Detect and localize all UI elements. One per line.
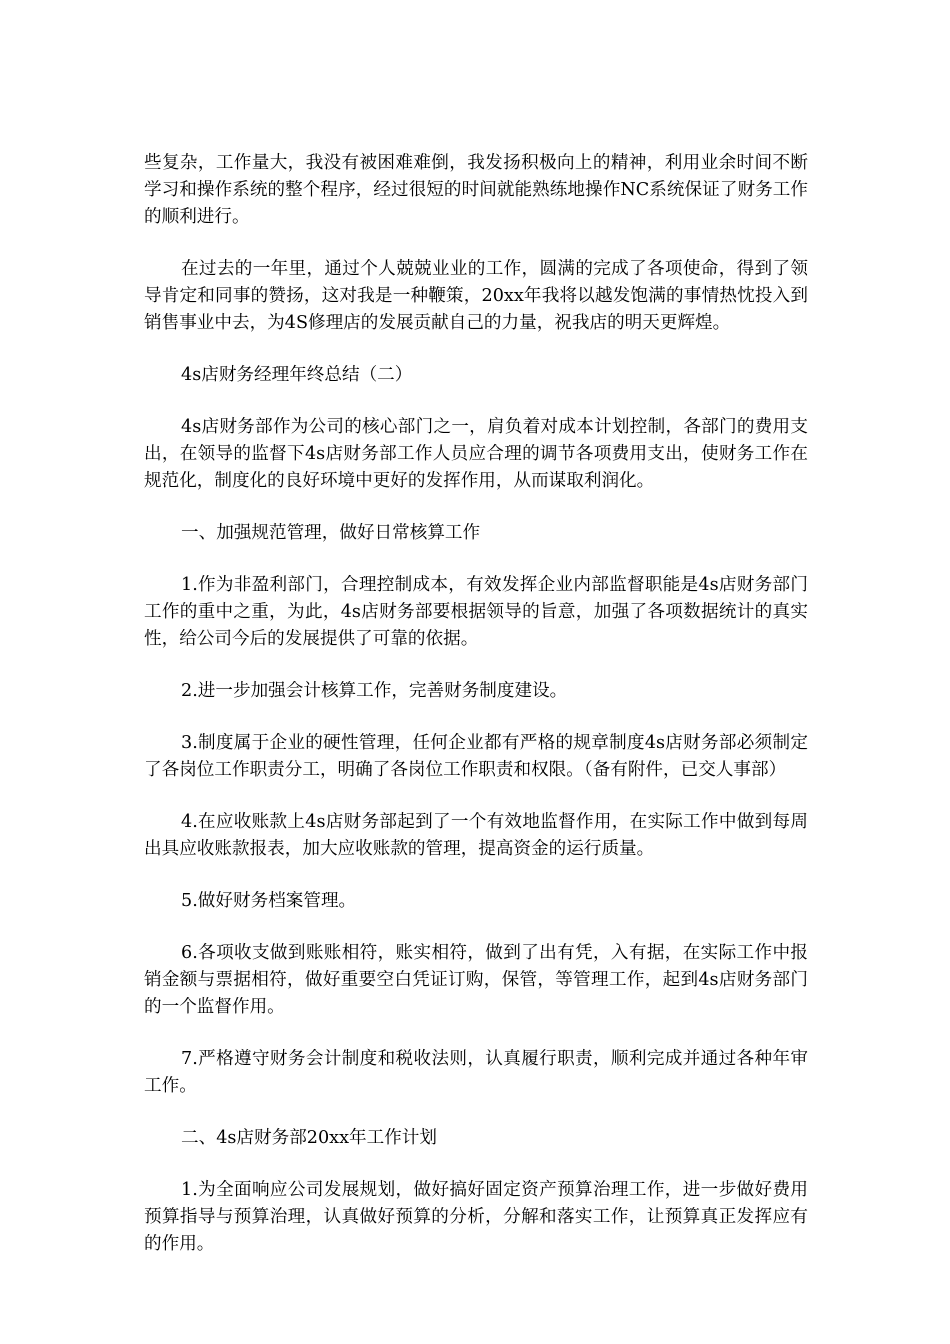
paragraph-intro: 4s店财务部作为公司的核心部门之一，肩负着对成本计划控制，各部门的费用支出，在领导的监督下4s店财务部工作人员应合理的调节各项费用支出，使财务工作在规范化，制度化的良好环境中更好的发挥作用，从而谋取利润化。 <box>144 417 808 491</box>
plan-item-1: 1.为全面响应公司发展规划，做好搞好固定资产预算治理工作，进一步做好费用预算指导与预算治理，认真做好预算的分析，分解和落实工作，让预算真正发挥应有的作用。 <box>144 1180 808 1254</box>
heading-part-one: 一、加强规范管理，做好日常核算工作 <box>181 523 481 543</box>
list-item-2: 2.进一步加强会计核算工作，完善财务制度建设。 <box>181 681 568 701</box>
heading-part-two: 二、4s店财务部20xx年工作计划 <box>181 1128 437 1148</box>
list-item-6: 6.各项收支做到账账相符，账实相符，做到了出有凭，入有据，在实际工作中报销金额与票据相符，做好重要空白凭证订购，保管，等管理工作，起到4s店财务部门的一个监督作用。 <box>144 943 808 1017</box>
list-item-5: 5.做好财务档案管理。 <box>181 891 357 911</box>
list-item-1: 1.作为非盈利部门，合理控制成本，有效发挥企业内部监督职能是4s店财务部门工作的重中之重，为此，4s店财务部要根据领导的旨意，加强了各项数据统计的真实性，给公司今后的发展提供了可靠的依据。 <box>144 575 808 649</box>
list-item-4: 4.在应收账款上4s店财务部起到了一个有效地监督作用，在实际工作中做到每周出具应收账款报表，加大应收账款的管理，提高资金的运行质量。 <box>144 812 808 859</box>
paragraph-continuation: 些复杂，工作量大，我没有被困难难倒，我发扬积极向上的精神，利用业余时间不断学习和操作系统的整个程序，经过很短的时间就能熟练地操作NC系统保证了财务工作的顺利进行。 <box>144 153 808 227</box>
section-title: 4s店财务经理年终总结（二） <box>181 365 413 385</box>
list-item-7: 7.严格遵守财务会计制度和税收法则，认真履行职责，顺利完成并通过各种年审工作。 <box>144 1049 808 1096</box>
paragraph-summary-closing: 在过去的一年里，通过个人兢兢业业的工作，圆满的完成了各项使命，得到了领导肯定和同事的赞扬，这对我是一种鞭策，20xx年我将以越发饱满的事情热忱投入到销售事业中去，为4S修理店的发展贡献自己的力量，祝我店的明天更辉煌。 <box>144 259 808 333</box>
document-body <box>144 150 808 1283</box>
list-item-3: 3.制度属于企业的硬性管理，任何企业都有严格的规章制度4s店财务部必须制定了各岗位工作职责分工，明确了各岗位工作职责和权限。（备有附件，已交人事部） <box>144 733 808 780</box>
